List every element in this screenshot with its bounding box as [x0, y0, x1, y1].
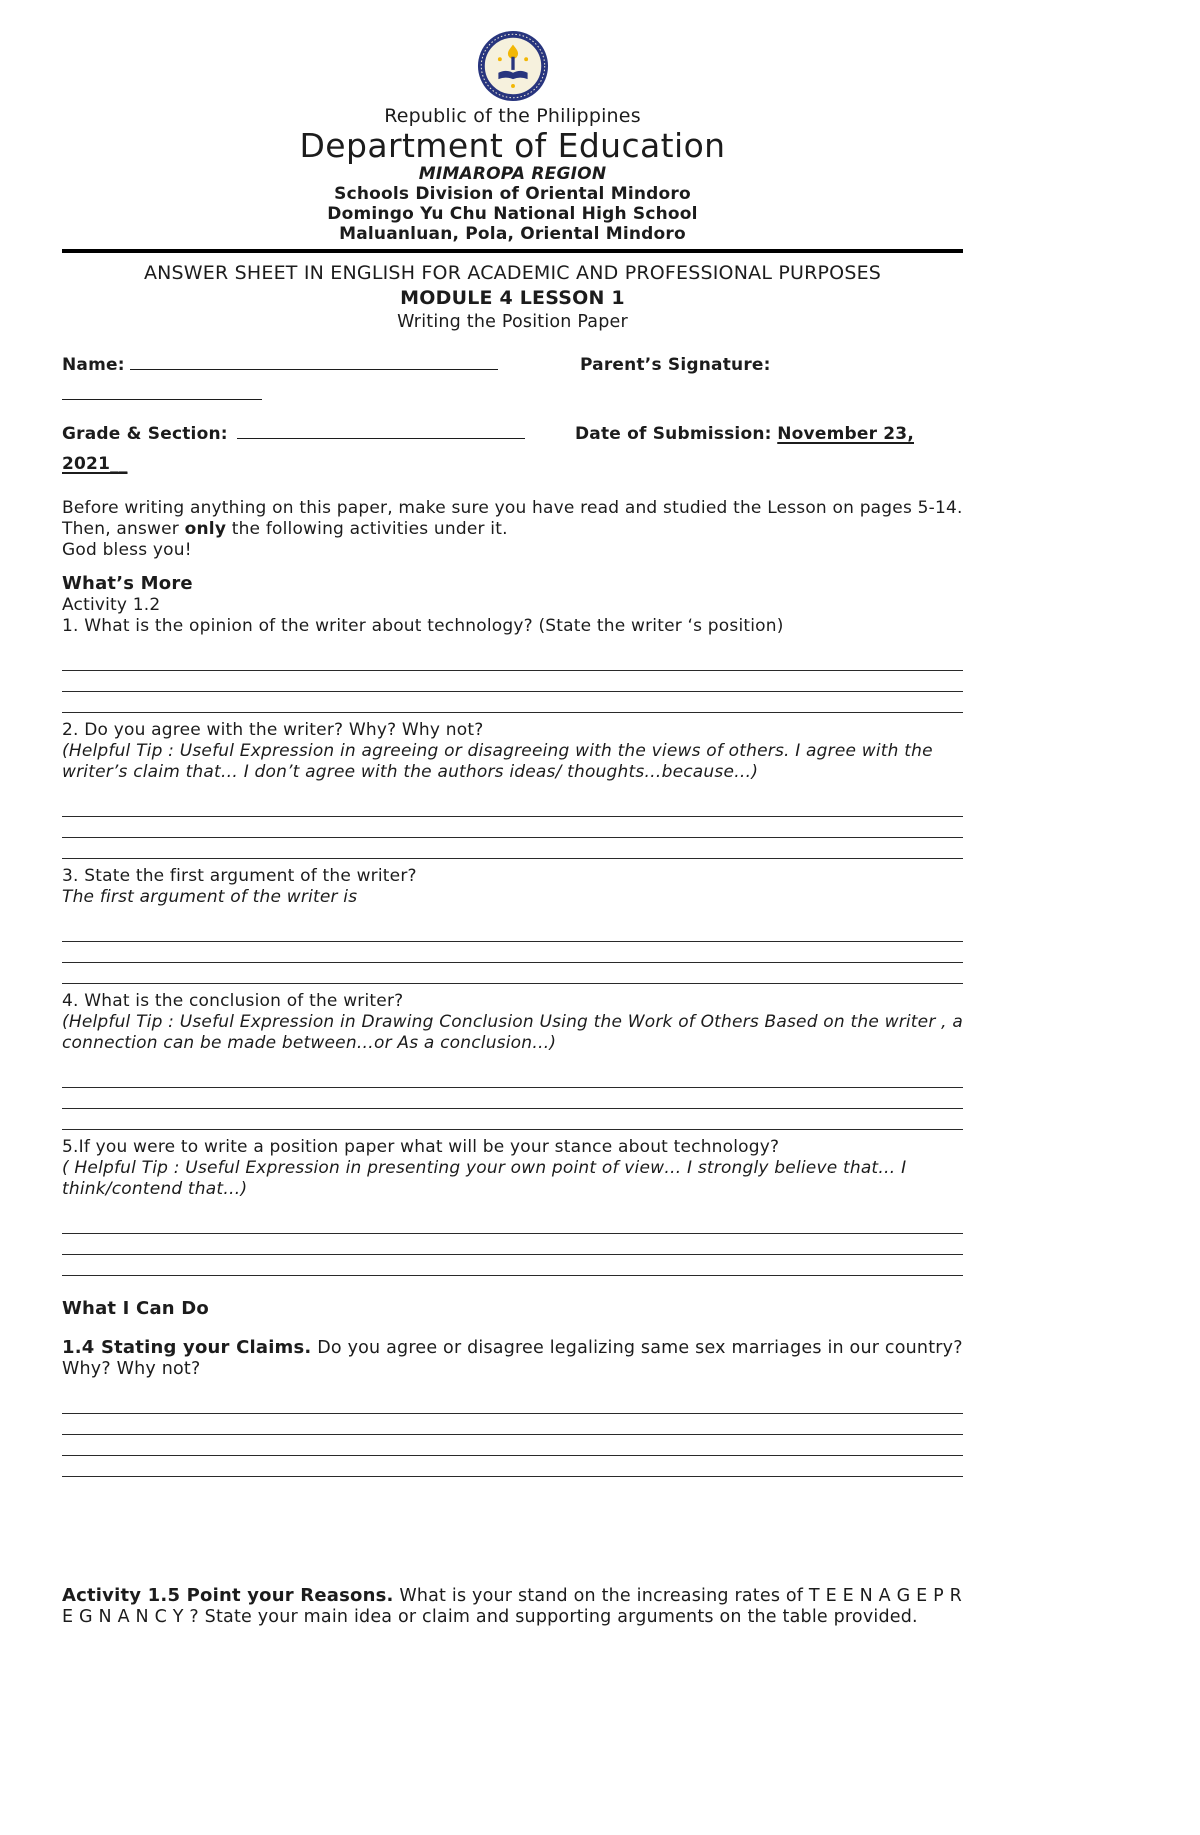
activity-1-2-label: Activity 1.2 [62, 595, 161, 615]
header-divider [62, 249, 963, 253]
whats-more-heading: What’s More [62, 573, 193, 594]
answer-line [62, 838, 963, 859]
title-block [62, 261, 963, 334]
answer-line [62, 942, 963, 963]
question-1: 1. What is the opinion of the writer about technology? (State the writer ‘s position) [62, 616, 784, 636]
question-5-helpful-tip: ( Helpful Tip : Useful Expression in presenting your own point of view… I strongly believe that… I think/contend that…) [62, 1158, 907, 1199]
parent-signature-blank [62, 382, 262, 400]
answer-line [62, 963, 963, 984]
answer-line [62, 692, 963, 713]
answer-line [62, 1255, 963, 1276]
task-1-4 [62, 1337, 963, 1380]
what-i-can-do-heading: What I Can Do [62, 1298, 209, 1319]
activity-1-5-text: What is your stand on the increasing rates of T E E N A G E P R E G N A N C Y ? State your main idea or claim and supporting arguments on the table provided. [62, 1586, 963, 1627]
document-header [62, 30, 963, 253]
instructions-bold-word: only [184, 519, 227, 539]
grade-section-row [62, 419, 963, 449]
lesson-subtitle: Writing the Position Paper [397, 312, 628, 332]
department-name: Department of Education [299, 126, 726, 165]
question-2-helpful-tip: (Helpful Tip : Useful Expression in agreeing or disagreeing with the views of others. I agree with the writer’s claim that… I don’t agree with the authors ideas/ thoughts…because…) [62, 741, 933, 782]
question-4-helpful-tip: (Helpful Tip : Useful Expression in Drawing Conclusion Using the Work of Others Based on the writer , a connection can be made between…or As a conclusion…) [62, 1012, 963, 1053]
question-2: 2. Do you agree with the writer? Why? Why not? [62, 720, 484, 740]
parent-signature-label: Parent’s Signature: [579, 355, 771, 375]
instructions-text-after: the following activities under it. [226, 519, 508, 539]
instructions-text-before: Before writing anything on this paper, make sure you have read and studied the Lesson on pages 5-14. Then, answer [62, 498, 963, 539]
question-5: 5.If you were to write a position paper what will be your stance about technology? [62, 1137, 780, 1157]
question-2-answer-lines [62, 796, 963, 859]
question-4-answer-lines [62, 1067, 963, 1130]
date-of-submission-value-cont: 2021__ [62, 454, 128, 474]
activity-1-5-title: Activity 1.5 Point your Reasons. [62, 1585, 394, 1606]
question-3-lead-in: The first argument of the writer is [62, 887, 358, 907]
address-line: Maluanluan, Pola, Oriental Mindoro [339, 224, 686, 244]
whats-more-section [62, 573, 963, 1276]
answer-line [62, 1088, 963, 1109]
question-1-answer-lines [62, 650, 963, 713]
answer-line [62, 1109, 963, 1130]
blessing-line: God bless you! [62, 540, 192, 560]
date-continuation-row [62, 449, 963, 479]
answer-line [62, 671, 963, 692]
answer-line [62, 1393, 963, 1414]
activity-1-5 [62, 1585, 963, 1628]
republic-line: Republic of the Philippines [384, 105, 641, 127]
what-i-can-do-section [62, 1298, 963, 1477]
answer-line [62, 1067, 963, 1088]
question-5-answer-lines [62, 1213, 963, 1276]
answer-line [62, 1435, 963, 1456]
name-row [62, 350, 963, 380]
region-line: MIMAROPA REGION [418, 164, 607, 184]
answer-line [62, 650, 963, 671]
answer-line [62, 921, 963, 942]
answer-line [62, 1234, 963, 1255]
school-line: Domingo Yu Chu National High School [327, 204, 698, 224]
date-of-submission-label: Date of Submission: [574, 424, 772, 444]
answer-line [62, 1213, 963, 1234]
answer-line [62, 1456, 963, 1477]
name-blank [130, 352, 498, 370]
division-line: Schools Division of Oriental Mindoro [334, 184, 691, 204]
grade-section-label: Grade & Section: [62, 424, 228, 444]
deped-seal-logo [477, 30, 549, 102]
instructions-paragraph [62, 498, 963, 540]
question-3-answer-lines [62, 921, 963, 984]
name-label: Name: [62, 355, 125, 375]
question-3: 3. State the first argument of the writer? [62, 866, 417, 886]
answer-sheet-title: ANSWER SHEET IN ENGLISH FOR ACADEMIC AND PROFESSIONAL PURPOSES [143, 262, 882, 284]
parent-signature-row [62, 380, 963, 410]
task-1-4-answer-lines [62, 1393, 963, 1477]
question-4: 4. What is the conclusion of the writer? [62, 991, 404, 1011]
grade-section-blank [237, 421, 525, 439]
module-title: MODULE 4 LESSON 1 [400, 287, 625, 309]
answer-line [62, 1414, 963, 1435]
task-1-4-text: Do you agree or disagree legalizing same sex marriages in our country? Why? Why not? [62, 1338, 963, 1379]
form-area [62, 350, 963, 479]
document-content [62, 0, 963, 1628]
task-1-4-title: 1.4 Stating your Claims. [62, 1337, 312, 1358]
answer-line [62, 796, 963, 817]
date-of-submission-value: November 23, [777, 424, 914, 444]
answer-line [62, 817, 963, 838]
